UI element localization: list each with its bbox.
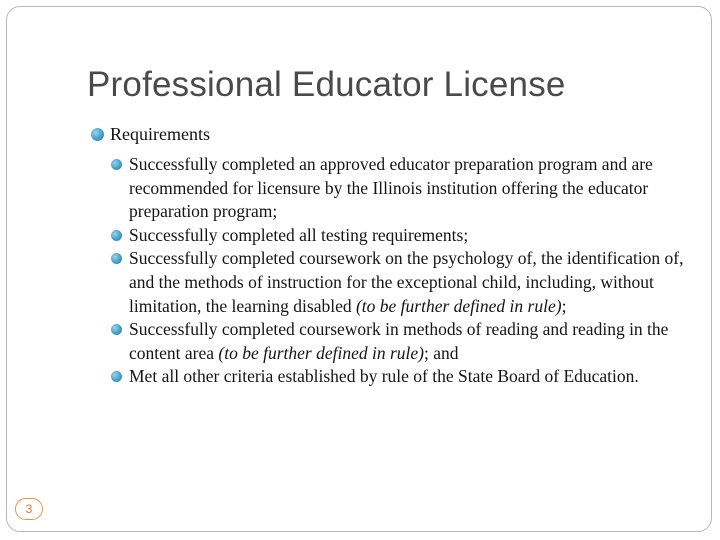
- slide-frame: [6, 6, 712, 532]
- list-item: [111, 318, 701, 365]
- requirements-heading: [91, 124, 210, 145]
- list-item: [111, 153, 701, 224]
- requirements-heading-text: Requirements: [110, 124, 210, 144]
- round-bullet-icon: [111, 324, 122, 335]
- requirements-list: [111, 153, 701, 389]
- list-item: [111, 247, 701, 318]
- round-bullet-icon: [111, 371, 122, 382]
- round-bullet-icon: [111, 253, 122, 264]
- list-item: [111, 365, 701, 389]
- slide-number-badge: 3: [15, 498, 43, 520]
- list-item: [111, 224, 701, 248]
- list-item-text: Successfully completed coursework on the psychology of, the identification of, and the methods of instruction for the exceptional child, including, without limitation, the learning disabled: [129, 248, 684, 316]
- round-bullet-icon: [111, 159, 122, 170]
- list-item-tail: ;: [561, 295, 567, 316]
- list-item-text: Successfully completed an approved educator preparation program and are recommended for licensure by the Illinois institution offering the educator preparation program;: [129, 154, 653, 222]
- round-bullet-icon: [91, 128, 104, 141]
- list-item-text: Successfully completed all testing requirements;: [129, 224, 469, 245]
- list-item-text: Met all other criteria established by rule of the State Board of Education.: [129, 366, 639, 387]
- list-item-italic-note: (to be further defined in rule): [355, 295, 562, 316]
- list-item-italic-note: (to be further defined in rule): [218, 342, 424, 363]
- list-item-tail: ; and: [423, 342, 459, 363]
- list-item-text: Successfully completed coursework in methods of reading and reading in the content area: [129, 319, 669, 363]
- slide-title: Professional Educator License: [87, 65, 566, 104]
- round-bullet-icon: [111, 230, 122, 241]
